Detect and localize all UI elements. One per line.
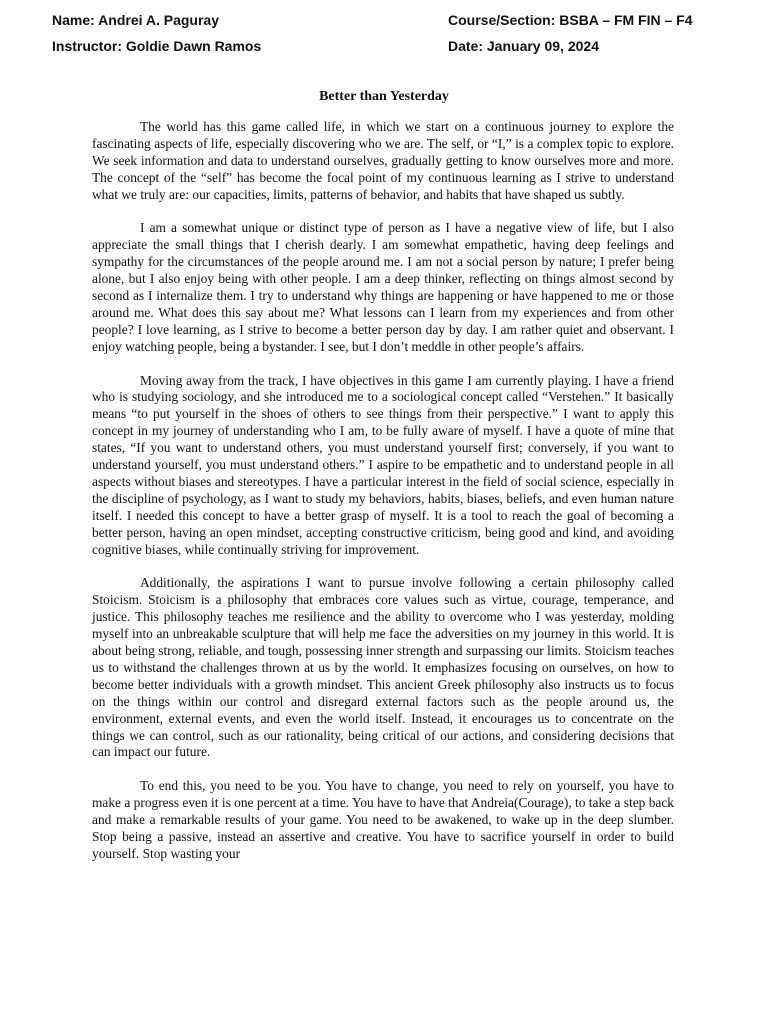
- paragraph-3: Moving away from the track, I have objectives in this game I am currently playing. I have a friend who is studying sociology, and she introduced me to a sociological concept called “Verstehen.” It basically means “to put yourself in the shoes of others to see things from their perspective.” I want to apply this concept in my journey of understanding who I am, to be fully aware of myself. I have a quote of mine that states, “If you want to understand others, you must understand yourself first; conversely, if you want to understand yourself, you must understand others.” I aspire to be empathetic and to understand people in all aspects without biases and stereotypes. I have a particular interest in the field of social science, especially in the discipline of psychology, as I want to study my behaviors, habits, biases, beliefs, and even human nature itself. I needed this concept to have a better grasp of myself. It is a tool to reach the goal of becoming a better person, having an open mindset, accepting constructive criticism, being good and kind, and avoiding cognitive biases, while continually striving for improvement.: [92, 372, 674, 557]
- paragraph-1: The world has this game called life, in which we start on a continuous journey to explore the fascinating aspects of life, especially discovering who we are. The self, or “I,” is a complex topic to explore. We seek information and data to understand ourselves, gradually getting to know ourselves more and more. The concept of the “self” has become the focal point of my continuous learning as I strive to understand what we truly are: our capacities, limits, patterns of behavior, and habits that have shaped us subtly.: [92, 119, 674, 202]
- course-section: Course/Section: BSBA – FM FIN – F4: [448, 12, 693, 28]
- paragraph-2: I am a somewhat unique or distinct type of person as I have a negative view of life, but I also appreciate the small things that I cherish dearly. I am somewhat empathetic, having deep feelings and sympathy for the circumstances of the people around me. I am not a social person by nature; I prefer being alone, but I also enjoy being with other people. I am a deep thinker, reflecting on things almost second by second as I internalize them. I try to understand why things are happening or have happened to me or those around me. What does this say about me? What lessons can I learn from my experiences and from other people? I love learning, as I strive to become a better person day by day. I am rather quiet and observant. I enjoy watching people, being a bystander. I see, but I don’t meddle in other people’s affairs.: [92, 220, 674, 354]
- student-name: Name: Andrei A. Paguray: [52, 12, 220, 28]
- essay-title: Better than Yesterday: [319, 89, 449, 104]
- paragraph-4: Additionally, the aspirations I want to pursue involve following a certain philosophy called Stoicism. Stoicism is a philosophy that embraces core values such as virtue, courage, temperance, and justice. This philosophy teaches me resilience and the ability to overcome who I was yesterday, molding myself into an unbreakable sculpture that will help me face the adversities on my journey in this world. It is about being strong, reliable, and tough, possessing inner strength and surpassing our limits. Stoicism teaches us to withstand the challenges thrown at us by the world. It emphasizes focusing on ourselves, on how to become better individuals with a growth mindset. This ancient Greek philosophy also instructs us to focus on the things within our control and disregard external factors such as the people around us, the environment, external events, and even the world itself. Instead, it encourages us to concentrate on the things we can control, such as our rationality, being critical of our actions, and considering decisions that can impact our future.: [92, 575, 674, 760]
- submission-date: Date: January 09, 2024: [448, 38, 599, 54]
- paragraph-5: To end this, you need to be you. You have to change, you need to rely on yourself, you have to make a progress even it is one percent at a time. You have to have that Andreia(Courage), to take a step back and make a remarkable results of your game. You need to be awakened, to wake up in the deep slumber. Stop being a passive, instead an assertive and creative. You have to sacrifice yourself in order to build yourself. Stop wasting your: [92, 778, 674, 861]
- essay-body: [92, 119, 674, 880]
- instructor-name: Instructor: Goldie Dawn Ramos: [52, 38, 262, 54]
